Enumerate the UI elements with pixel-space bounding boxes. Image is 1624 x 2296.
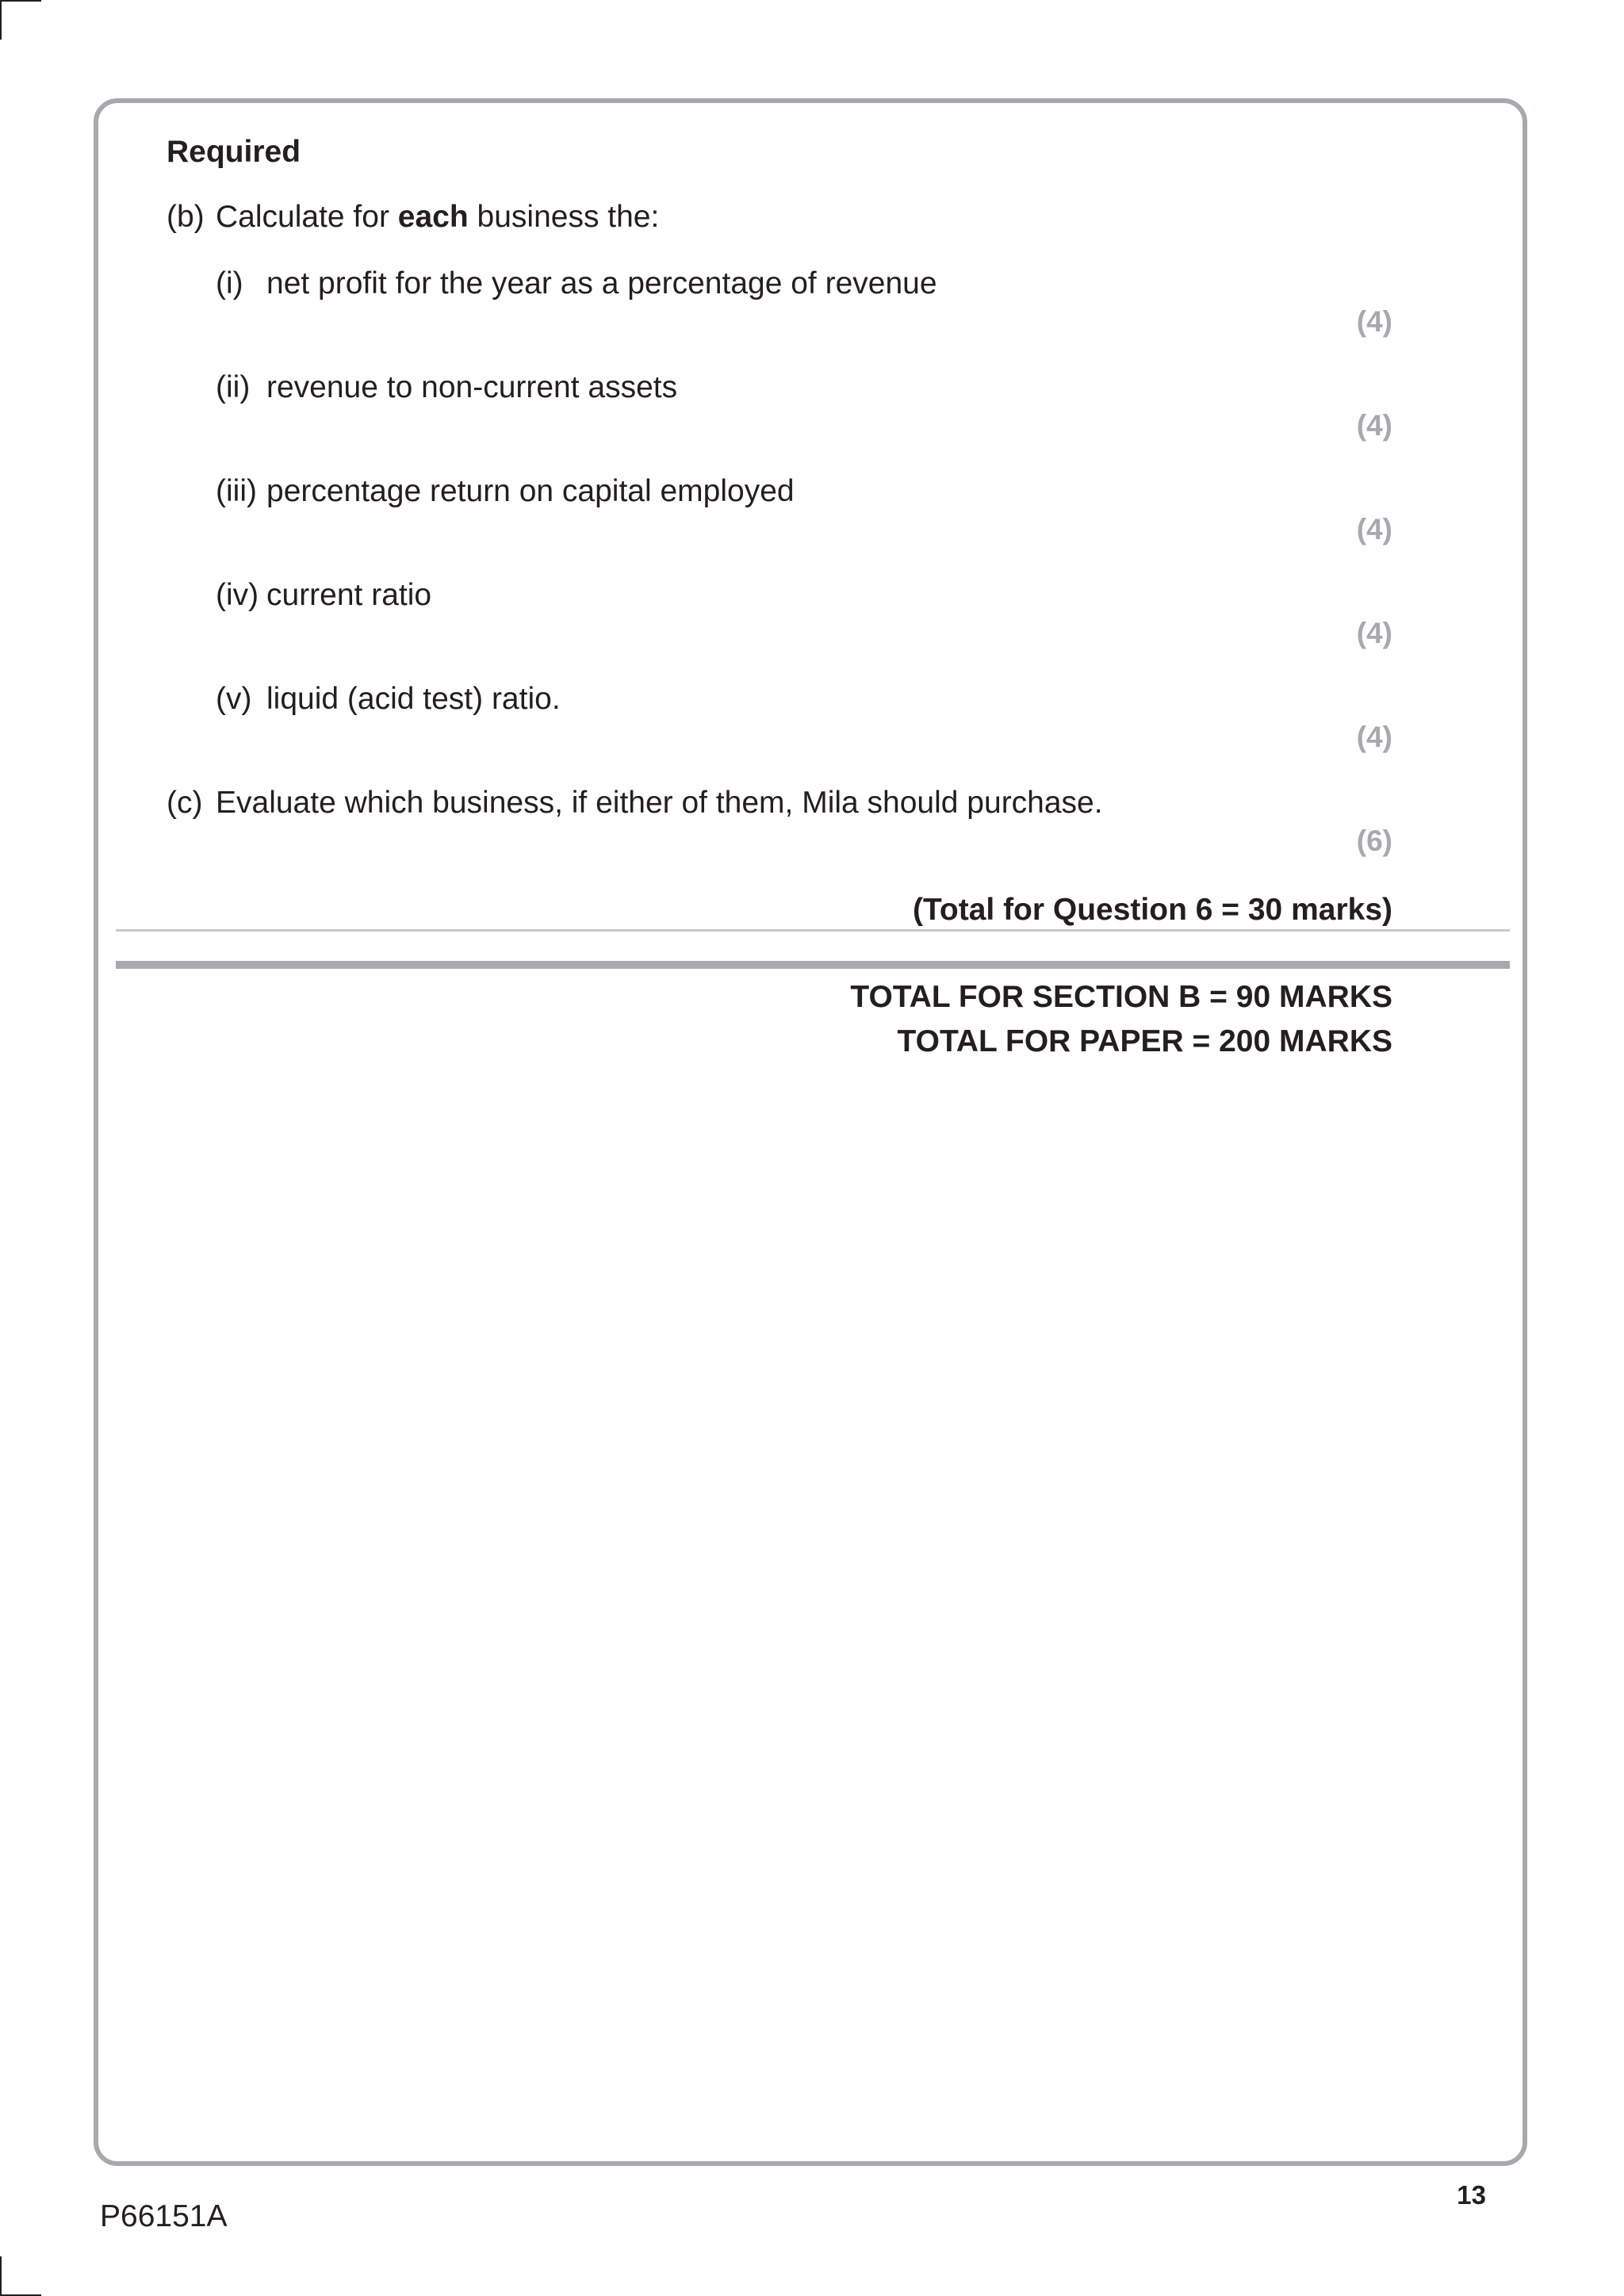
paper-code: P66151A <box>100 2199 228 2233</box>
item-i-marks: (4) <box>1356 305 1392 338</box>
section-divider <box>116 961 1510 969</box>
question-frame <box>94 98 1527 2166</box>
required-heading: Required <box>167 135 301 169</box>
paper-total: TOTAL FOR PAPER = 200 MARKS <box>897 1024 1392 1058</box>
item-iii-label: (iii) <box>216 474 257 508</box>
crop-mark-bottom-vertical <box>0 2256 2 2296</box>
item-v-label: (v) <box>216 682 252 716</box>
part-c-marks: (6) <box>1356 825 1392 857</box>
part-b-text-before: Calculate for <box>216 200 398 234</box>
part-b-text-after: business the: <box>468 200 660 234</box>
part-b-label: (b) <box>167 200 205 234</box>
crop-mark-top-vertical <box>0 0 2 40</box>
item-ii-marks: (4) <box>1356 409 1392 442</box>
item-i-text: net profit for the year as a percentage of revenue <box>266 266 937 300</box>
section-total: TOTAL FOR SECTION B = 90 MARKS <box>850 980 1392 1014</box>
part-c-text: Evaluate which business, if either of them, Mila should purchase. <box>216 786 1103 820</box>
item-ii-text: revenue to non-current assets <box>266 370 678 404</box>
part-c-label: (c) <box>167 786 203 820</box>
item-iii-marks: (4) <box>1356 513 1392 545</box>
crop-mark-top-horizontal <box>0 0 41 2</box>
part-b-stem <box>216 198 659 236</box>
question-divider <box>116 929 1510 932</box>
item-ii-label: (ii) <box>216 370 251 404</box>
page-number: 13 <box>1457 2180 1486 2210</box>
item-v-text: liquid (acid test) ratio. <box>266 682 561 716</box>
item-v-marks: (4) <box>1356 721 1392 753</box>
question-total: (Total for Question 6 = 30 marks) <box>912 893 1392 927</box>
part-b-text-bold: each <box>397 200 469 234</box>
item-iv-marks: (4) <box>1356 617 1392 649</box>
item-iv-label: (iv) <box>216 578 259 612</box>
item-i-label: (i) <box>216 266 243 300</box>
item-iii-text: percentage return on capital employed <box>266 474 795 508</box>
item-iv-text: current ratio <box>266 578 432 612</box>
